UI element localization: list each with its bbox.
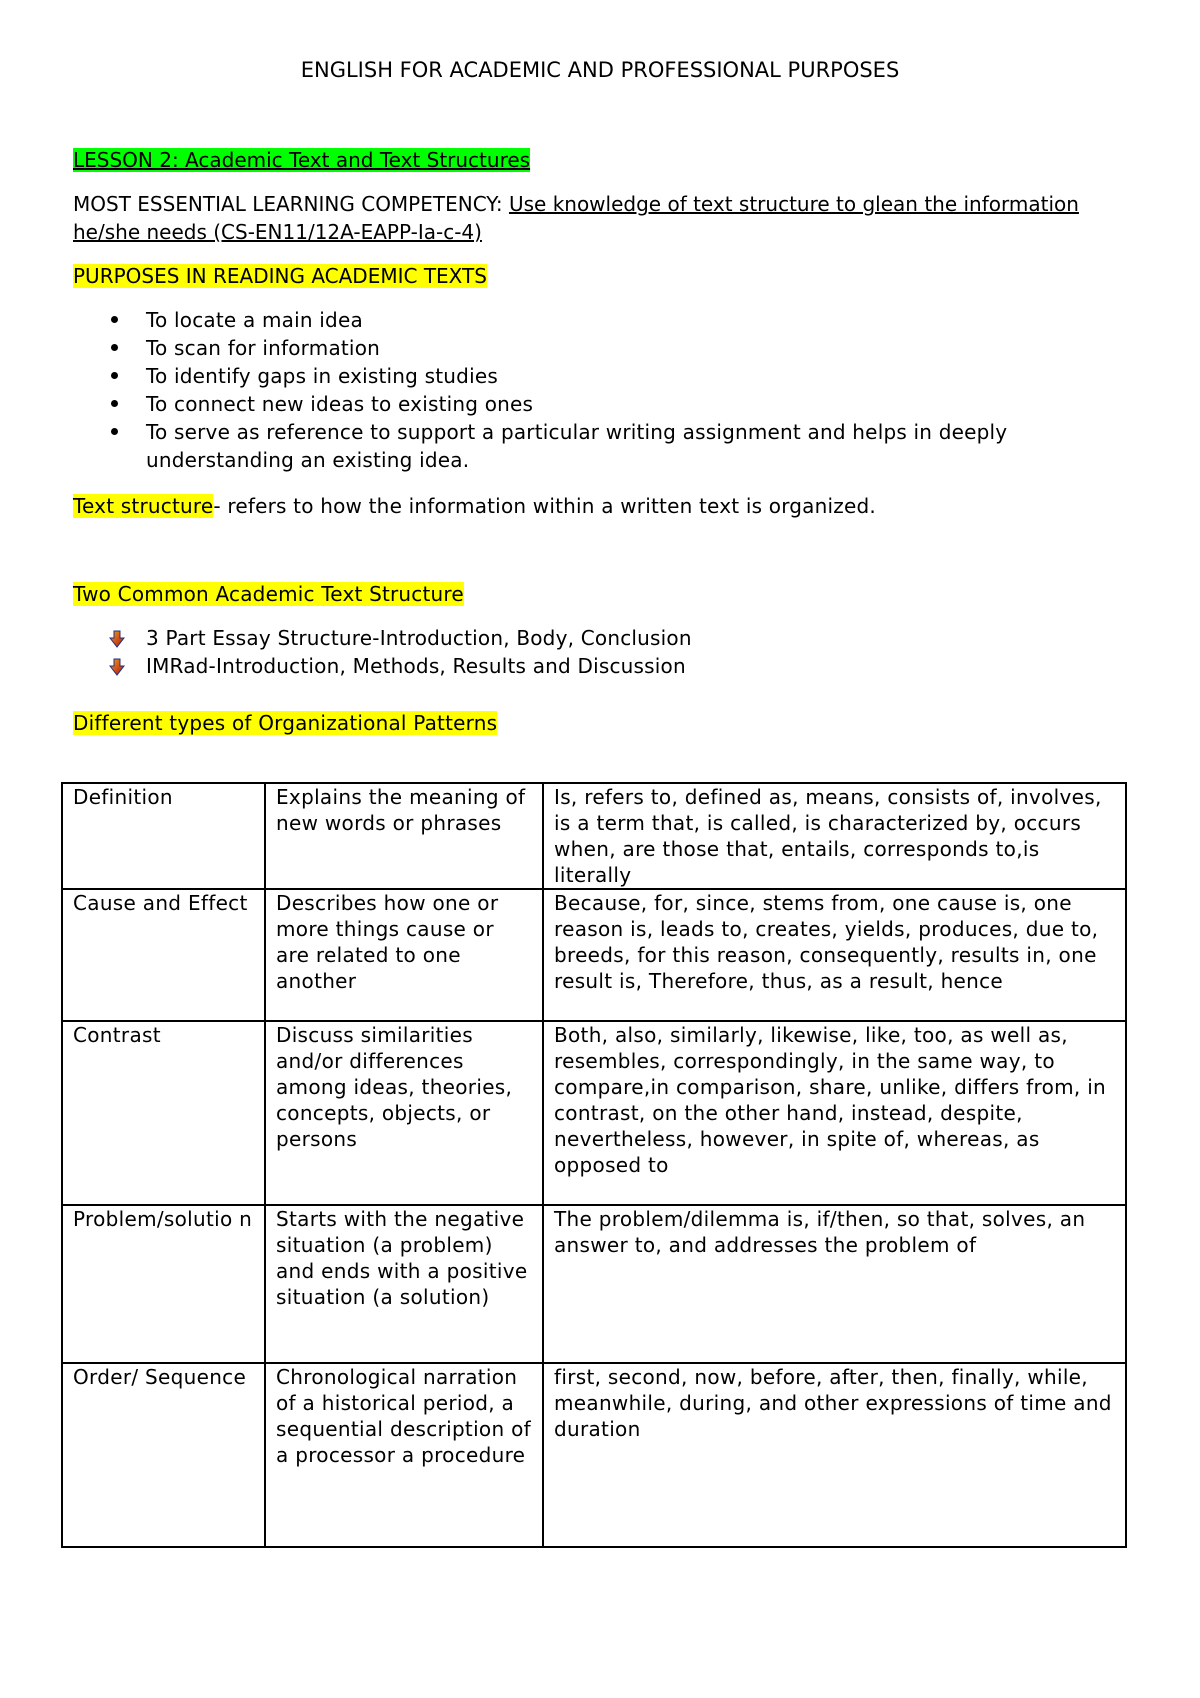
two-structures-heading-text: Two Common Academic Text Structure [73, 582, 464, 606]
pattern-cell: Cause and Effect [62, 889, 265, 1021]
list-item [73, 652, 692, 680]
pattern-cell: Order/ Sequence [62, 1363, 265, 1547]
list-item-text: To scan for information [146, 336, 381, 360]
structures-list [73, 624, 692, 680]
pattern-cell: Definition [62, 783, 265, 889]
list-item [73, 306, 1123, 334]
competency-label: MOST ESSENTIAL LEARNING COMPETENCY: [73, 192, 509, 216]
pattern-cell: Contrast [62, 1021, 265, 1205]
organizational-patterns-table [61, 782, 1127, 1548]
competency-text: Use knowledge of text structure to glean the information he/she needs (CS-EN11/12A-EAPP-Ia-c-4) [73, 192, 1079, 244]
table-row [62, 1205, 1126, 1363]
lesson-heading-text: LESSON 2: Academic Text and Text Structures [73, 148, 531, 172]
description-cell: Describes how one or more things cause or are related to one another [265, 889, 543, 1021]
two-structures-heading [73, 580, 464, 608]
description-cell: Explains the meaning of new words or phrases [265, 783, 543, 889]
table-row [62, 783, 1126, 889]
list-item-text: 3 Part Essay Structure-Introduction, Body, Conclusion [146, 626, 692, 650]
patterns-heading [73, 709, 497, 737]
bullet-icon [111, 372, 118, 379]
list-item [73, 362, 1123, 390]
bullet-icon [111, 428, 118, 435]
description-cell: Chronological narration of a historical period, a sequential description of a processor a procedure [265, 1363, 543, 1547]
description-cell: Starts with the negative situation (a problem) and ends with a positive situation (a solution) [265, 1205, 543, 1363]
arrow-down-icon [109, 658, 125, 676]
text-structure-def: - refers to how the information within a written text is organized. [213, 494, 876, 518]
text-structure-term: Text structure [73, 494, 214, 518]
list-item [73, 334, 1123, 362]
description-cell: Discuss similarities and/or differences among ideas, theories, concepts, objects, or persons [265, 1021, 543, 1205]
lesson-heading [73, 146, 530, 174]
patterns-heading-text: Different types of Organizational Patterns [73, 711, 498, 735]
list-item [73, 418, 1123, 474]
bullet-icon [111, 316, 118, 323]
purposes-heading-text: PURPOSES IN READING ACADEMIC TEXTS [73, 264, 487, 288]
signal-words-cell: Because, for, since, stems from, one cause is, one reason is, leads to, creates, yields, produces, due to, breeds, for this reason, consequently, results in, one result is, Therefore, thus, as a result, hence [543, 889, 1126, 1021]
document-title: ENGLISH FOR ACADEMIC AND PROFESSIONAL PURPOSES [300, 58, 900, 82]
competency-paragraph [73, 190, 1093, 246]
table-row [62, 1021, 1126, 1205]
purposes-list [73, 306, 1123, 474]
list-item [73, 390, 1123, 418]
table-row [62, 889, 1126, 1021]
list-item-text: To serve as reference to support a particular writing assignment and helps in deeply understanding an existing idea. [146, 420, 1008, 472]
signal-words-cell: Both, also, similarly, likewise, like, too, as well as, resembles, correspondingly, in the same way, to compare,in comparison, share, unlike, differs from, in contrast, on the other hand, instead, despite, nevertheless, however, in spite of, whereas, as opposed to [543, 1021, 1126, 1205]
list-item-text: IMRad-Introduction, Methods, Results and Discussion [146, 654, 686, 678]
table-row [62, 1363, 1126, 1547]
bullet-icon [111, 400, 118, 407]
bullet-icon [111, 344, 118, 351]
signal-words-cell: The problem/dilemma is, if/then, so that, solves, an answer to, and addresses the problem of [543, 1205, 1126, 1363]
purposes-heading [73, 262, 487, 290]
list-item-text: To identify gaps in existing studies [146, 364, 498, 388]
signal-words-cell: first, second, now, before, after, then, finally, while, meanwhile, during, and other expressions of time and duration [543, 1363, 1126, 1547]
signal-words-cell: Is, refers to, defined as, means, consists of, involves, is a term that, is called, is characterized by, occurs when, are those that, entails, corresponds to,is literally [543, 783, 1126, 889]
list-item-text: To connect new ideas to existing ones [146, 392, 534, 416]
list-item-text: To locate a main idea [146, 308, 363, 332]
list-item [73, 624, 692, 652]
text-structure-definition [73, 492, 876, 520]
arrow-down-icon [109, 630, 125, 648]
pattern-cell: Problem/solutio n [62, 1205, 265, 1363]
